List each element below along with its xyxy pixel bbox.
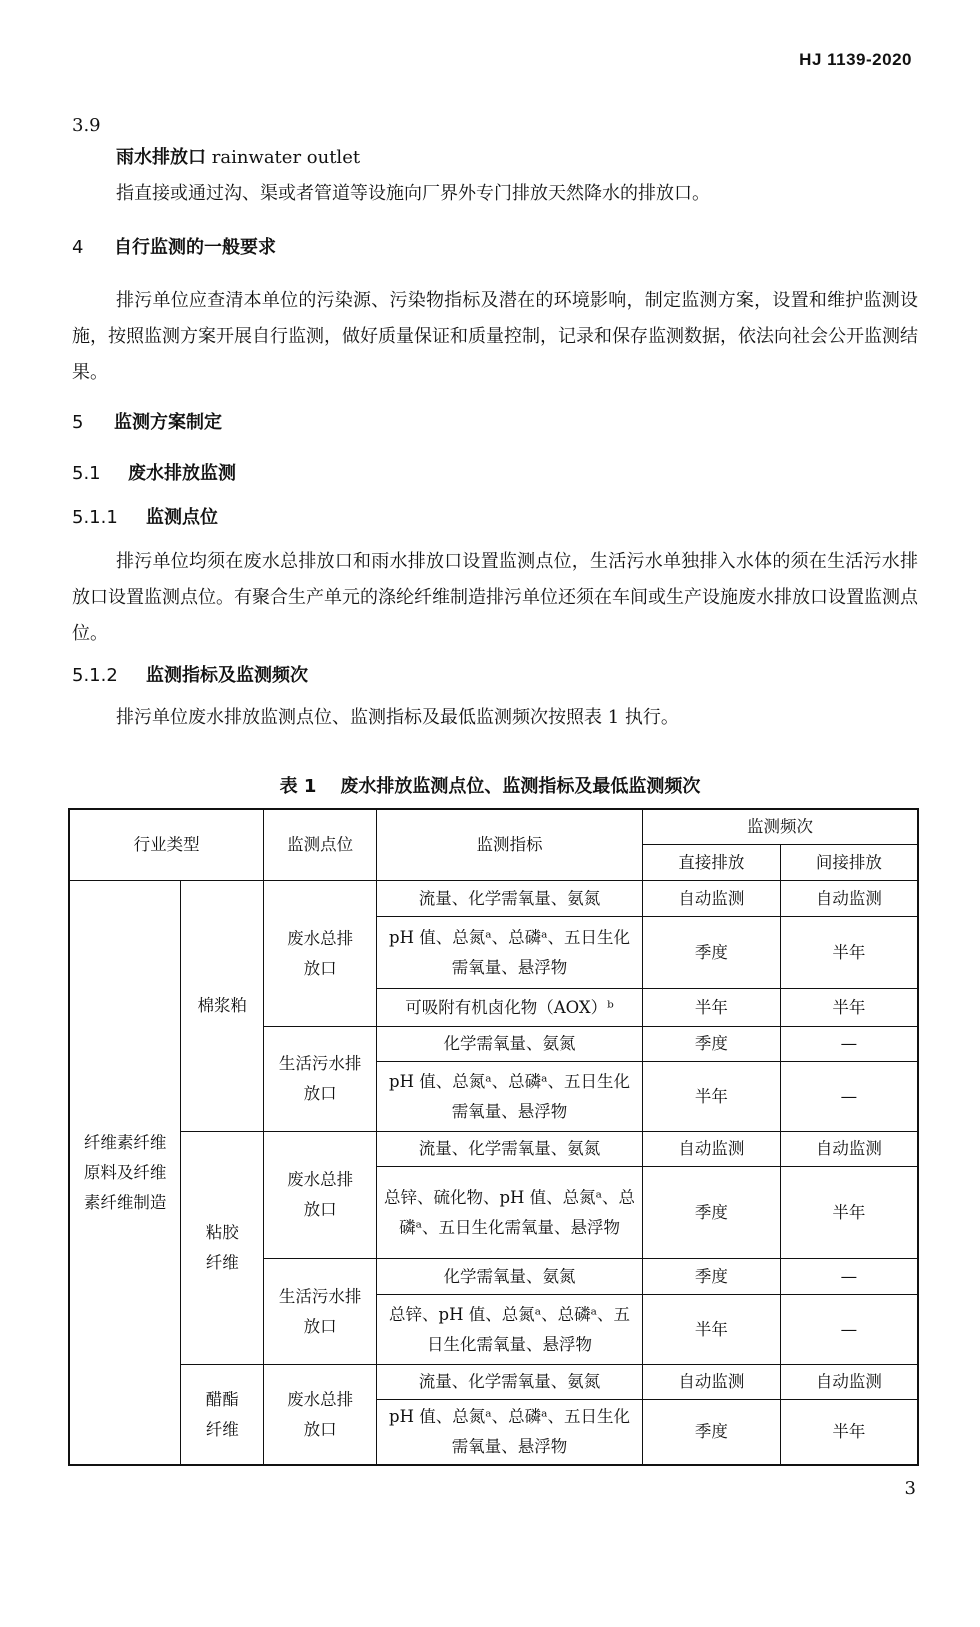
section-4-paragraph: 排污单位应查清本单位的污染源、污染物指标及潜在的环境影响，制定监测方案，设置和维护监测设施，按照监测方案开展自行监测，做好质量保证和质量控制，记录和保存监测数据，依法向社会公开监测结果。 <box>72 290 918 383</box>
subtype-pulp: 棉浆粕 <box>181 881 264 1132</box>
section-title: 自行监测的一般要求 <box>114 237 276 258</box>
indicator-cell: 流量、化学需氧量、氨氮 <box>376 1132 642 1167</box>
section-4-heading <box>72 230 918 266</box>
industry-cell: 纤维素纤维原料及纤维素纤维制造 <box>69 881 181 1466</box>
indicator-cell: 化学需氧量、氨氮 <box>376 1259 642 1295</box>
direct-cell: 自动监测 <box>643 1365 781 1400</box>
point-total-outlet: 废水总排放口 <box>264 1132 377 1259</box>
point-total-outlet: 废水总排放口 <box>264 1365 377 1466</box>
header-indicator: 监测指标 <box>376 809 642 881</box>
indicator-cell: pH 值、总氮ᵃ、总磷ᵃ、五日生化需氧量、悬浮物 <box>376 1400 642 1466</box>
section-number: 5.1 <box>72 463 101 484</box>
monitoring-table <box>68 808 919 1466</box>
section-number: 5.1.1 <box>72 507 118 528</box>
section-number: 5 <box>72 412 84 433</box>
indicator-cell: pH 值、总氮ᵃ、总磷ᵃ、五日生化需氧量、悬浮物 <box>376 1062 642 1132</box>
indirect-cell: 自动监测 <box>780 1365 918 1400</box>
indirect-cell: — <box>780 1295 918 1365</box>
direct-cell: 季度 <box>643 1027 781 1062</box>
table-caption-title: 废水排放监测点位、监测指标及最低监测频次 <box>340 776 701 797</box>
indicator-cell: 化学需氧量、氨氮 <box>376 1027 642 1062</box>
indirect-cell: 半年 <box>780 1167 918 1259</box>
standard-code: HJ 1139-2020 <box>799 50 912 69</box>
point-domestic-outlet: 生活污水排放口 <box>264 1027 377 1132</box>
indirect-cell: 自动监测 <box>780 1132 918 1167</box>
section-number: 4 <box>72 237 84 258</box>
section-number: 5.1.2 <box>72 665 118 686</box>
section-5-1-2-paragraph: 排污单位废水排放监测点位、监测指标及最低监测频次按照表 1 执行。 <box>116 707 679 728</box>
section-3-9-number: 3.9 <box>72 115 101 136</box>
term-zh: 雨水排放口 <box>116 147 206 168</box>
direct-cell: 半年 <box>643 1062 781 1132</box>
indirect-cell: 半年 <box>780 917 918 989</box>
page-number: 3 <box>904 1478 916 1499</box>
section-5-1-1-heading <box>72 500 918 536</box>
term-entry <box>116 140 360 176</box>
direct-cell: 季度 <box>643 1400 781 1466</box>
direct-cell: 自动监测 <box>643 1132 781 1167</box>
point-total-outlet: 废水总排放口 <box>264 881 377 1027</box>
indirect-cell: 自动监测 <box>780 881 918 917</box>
table-caption-number: 表 1 <box>279 776 317 797</box>
direct-cell: 季度 <box>643 917 781 989</box>
indicator-cell: pH 值、总氮ᵃ、总磷ᵃ、五日生化需氧量、悬浮物 <box>376 917 642 989</box>
header-indirect: 间接排放 <box>780 845 918 881</box>
section-title: 废水排放监测 <box>128 463 236 484</box>
section-5-1-1-paragraph: 排污单位均须在废水总排放口和雨水排放口设置监测点位，生活污水单独排入水体的须在生活污水排放口设置监测点位。有聚合生产单元的涤纶纤维制造排污单位还须在车间或生产设施废水排放口设置监测点位。 <box>72 551 918 644</box>
section-5-1-heading <box>72 456 918 492</box>
section-5-1-2-heading <box>72 658 918 694</box>
section-title: 监测方案制定 <box>114 412 222 433</box>
section-5-heading <box>72 405 918 441</box>
header-point: 监测点位 <box>264 809 377 881</box>
table-caption <box>0 772 980 798</box>
section-title: 监测点位 <box>146 507 218 528</box>
section-title: 监测指标及监测频次 <box>146 665 308 686</box>
indirect-cell: — <box>780 1259 918 1295</box>
indicator-cell: 流量、化学需氧量、氨氮 <box>376 1365 642 1400</box>
indirect-cell: 半年 <box>780 1400 918 1466</box>
point-domestic-outlet: 生活污水排放口 <box>264 1259 377 1365</box>
term-en: rainwater outlet <box>211 147 361 168</box>
indirect-cell: — <box>780 1027 918 1062</box>
indicator-cell: 可吸附有机卤化物（AOX）ᵇ <box>376 989 642 1027</box>
term-definition: 指直接或通过沟、渠或者管道等设施向厂界外专门排放天然降水的排放口。 <box>116 183 710 204</box>
header-industry: 行业类型 <box>69 809 264 881</box>
subtype-acetate: 醋酯纤维 <box>181 1365 264 1466</box>
direct-cell: 季度 <box>643 1167 781 1259</box>
header-frequency: 监测频次 <box>643 809 918 845</box>
direct-cell: 半年 <box>643 989 781 1027</box>
indicator-cell: 流量、化学需氧量、氨氮 <box>376 881 642 917</box>
indirect-cell: 半年 <box>780 989 918 1027</box>
indirect-cell: — <box>780 1062 918 1132</box>
indicator-cell: 总锌、硫化物、pH 值、总氮ᵃ、总磷ᵃ、五日生化需氧量、悬浮物 <box>376 1167 642 1259</box>
direct-cell: 季度 <box>643 1259 781 1295</box>
subtype-viscose: 粘胶纤维 <box>181 1132 264 1365</box>
direct-cell: 半年 <box>643 1295 781 1365</box>
header-direct: 直接排放 <box>643 845 781 881</box>
direct-cell: 自动监测 <box>643 881 781 917</box>
indicator-cell: 总锌、pH 值、总氮ᵃ、总磷ᵃ、五日生化需氧量、悬浮物 <box>376 1295 642 1365</box>
